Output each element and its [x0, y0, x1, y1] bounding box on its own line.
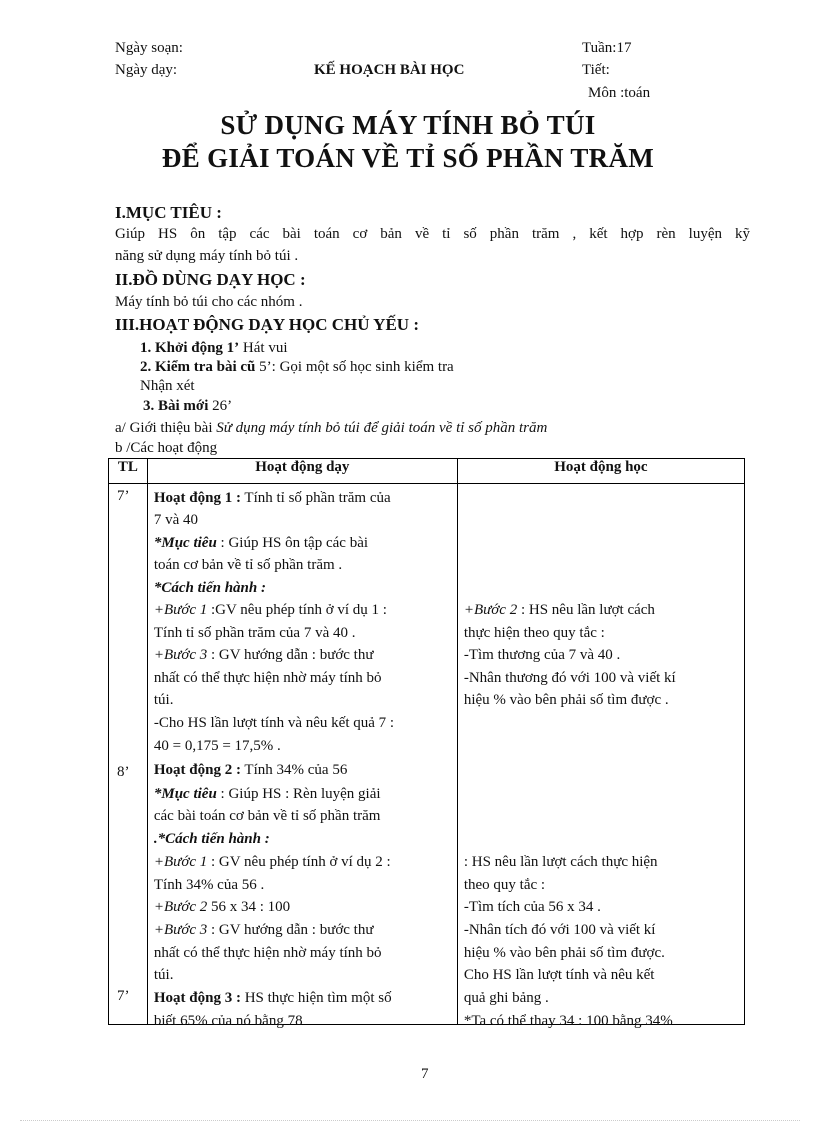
b3-label: +Bước 3: [153, 647, 208, 663]
step-kiem-tra: [140, 359, 454, 376]
hoc-nhan-thuong: -Nhân thương đó với 100 và viết kí: [463, 670, 676, 686]
hd3-text: HS thực hiện tìm một số: [240, 990, 392, 1006]
hoc-nhan-tich: -Nhân tích đó với 100 và viết kí: [463, 922, 656, 938]
hoc-tim-tich: -Tìm tích của 56 x 34 .: [463, 899, 601, 915]
step-khoi-dong-label: 1. Khởi động 1’: [140, 340, 240, 356]
step-bai-moi-text: 26’: [208, 398, 233, 414]
b3-line-3: túi.: [153, 692, 174, 708]
hoc-hs-neu: : HS nêu lần lượt cách thực hiện: [463, 854, 658, 870]
mt1-line: [154, 533, 451, 553]
hd2-label: Hoạt động 2 :: [153, 762, 241, 778]
hd2-text: Tính 34% của 56: [240, 762, 348, 778]
hoat-dong-hoc-cell: [457, 484, 744, 1029]
document-type-label: KẾ HOẠCH BÀI HỌC: [314, 62, 465, 78]
header-hoat-dong-hoc: Hoạt động học: [457, 459, 744, 484]
b1-text: :GV nêu phép tính ở ví dụ 1 :: [207, 602, 387, 618]
step-bai-moi-label: 3. Bài mới: [143, 398, 209, 414]
gioi-thieu-label: a/ Giới thiệu bài: [115, 420, 217, 436]
b21-line: [154, 852, 451, 872]
ngay-day-label: Ngày dạy:: [115, 62, 178, 78]
ngay-soan-label: Ngày soạn:: [115, 40, 183, 56]
hd1-text: Tính tỉ số phần trăm của: [240, 490, 391, 506]
hd1-line: [154, 488, 451, 508]
b21-label: +Bước 1: [153, 854, 208, 870]
mt2-text: : Giúp HS : Rèn luyện giải: [216, 786, 381, 802]
hd2-line: [154, 760, 451, 780]
b21-text: : GV nêu phép tính ở ví dụ 2 :: [207, 854, 391, 870]
hoc-b2-line: [464, 600, 738, 620]
b3-line-2: nhất có thể thực hiện nhờ máy tính bỏ: [153, 670, 382, 686]
muc-tieu-text-2: năng sử dụng máy tính bỏ túi .: [115, 248, 299, 264]
hoc-nhan-thuong-2: hiệu % vào bên phải số tìm được .: [463, 692, 669, 708]
footer-divider: [20, 1120, 800, 1121]
hoc-b2-line-2: thực hiện theo quy tắc :: [463, 625, 605, 641]
b1-line: [154, 600, 451, 620]
cth2-label: .*Cách tiến hành :: [153, 831, 270, 847]
page-number: 7: [421, 1066, 429, 1082]
tl-cell: [109, 484, 148, 1025]
cac-hoat-dong-label: b /Các hoạt động: [115, 440, 218, 456]
mt1-line-2: toán cơ bản về tỉ số phần trăm .: [153, 557, 343, 573]
nhan-xet-text: Nhận xét: [140, 378, 195, 394]
mon-label: Môn :toán: [588, 85, 651, 101]
step-khoi-dong: [140, 340, 288, 357]
hoc-tim-thuong: -Tìm thương của 7 và 40 .: [463, 647, 621, 663]
page-title-line2: ĐỂ GIẢI TOÁN VỀ TỈ SỐ PHẦN TRĂM: [161, 143, 655, 173]
step-bai-moi: [143, 398, 232, 415]
hoc-hs-neu-2: theo quy tắc :: [463, 877, 546, 893]
header-tl: TL: [109, 459, 148, 484]
cho-hs-line: -Cho HS lần lượt tính và nêu kết quả 7 :: [153, 715, 395, 731]
step-kiem-tra-label: 2. Kiểm tra bài cũ: [140, 359, 256, 375]
hoat-dong-day-cell: [147, 484, 457, 1029]
b22-text: 56 x 34 : 100: [207, 899, 291, 915]
hd3-label: Hoạt động 3 :: [153, 990, 241, 1006]
b21-line-2: Tính 34% của 56 .: [153, 877, 265, 893]
b3-line: [154, 645, 451, 665]
page-title-line1: SỬ DỤNG MÁY TÍNH BỎ TÚI: [220, 110, 596, 140]
muc-tieu-heading: I.MỤC TIÊU :: [115, 203, 222, 222]
b3-text: : GV hướng dẫn : bước thư: [207, 647, 374, 663]
b22-line: [154, 897, 451, 917]
header-hoat-dong-day: Hoạt động dạy: [147, 459, 457, 484]
lesson-plan-table: [108, 458, 745, 1029]
b1-label: +Bước 1: [153, 602, 208, 618]
b23-line-3: túi.: [153, 967, 174, 983]
hoc-ta-co-the: *Ta có thể thay 34 : 100 bằng 34%: [463, 1013, 673, 1029]
mt2-line-2: các bài toán cơ bản về tỉ số phần trăm: [153, 808, 381, 824]
table-row: [109, 484, 745, 1025]
gioi-thieu-bai: [115, 420, 547, 437]
hoc-cho-hs: Cho HS lần lượt tính và nêu kết: [463, 967, 655, 983]
hoc-b2-text: : HS nêu lần lượt cách: [517, 602, 655, 618]
hd1-line-2: 7 và 40: [153, 512, 199, 528]
step-kiem-tra-text: 5’: Gọi một số học sinh kiểm tra: [255, 359, 454, 375]
tl-value-1: 7’: [117, 488, 130, 504]
b23-line-2: nhất có thể thực hiện nhờ máy tính bỏ: [153, 945, 382, 961]
b22-label: +Bước 2: [153, 899, 208, 915]
mt2-label: *Mục tiêu: [153, 786, 217, 802]
do-dung-text: Máy tính bỏ túi cho các nhóm .: [115, 294, 303, 310]
step-khoi-dong-text: Hát vui: [239, 340, 288, 356]
gioi-thieu-title: Sử dụng máy tính bỏ túi để giải toán về tỉ số phần trăm: [216, 420, 548, 436]
do-dung-heading: II.ĐỒ DÙNG DẠY HỌC :: [115, 270, 306, 289]
mt1-label: *Mục tiêu: [153, 535, 217, 551]
tl-value-2: 8’: [117, 764, 130, 780]
tiet-label: Tiết:: [582, 62, 610, 78]
ket-qua-line: 40 = 0,175 = 17,5% .: [153, 738, 281, 754]
b1-line-2: Tính tỉ số phần trăm của 7 và 40 .: [153, 625, 356, 641]
hoc-cho-hs-2: quả ghi bảng .: [463, 990, 549, 1006]
b23-line: [154, 920, 451, 940]
hoat-dong-heading: III.HOẠT ĐỘNG DẠY HỌC CHỦ YẾU :: [115, 315, 419, 334]
mt2-line: [154, 784, 451, 804]
hoc-b2-label: +Bước 2: [463, 602, 518, 618]
mt1-text: : Giúp HS ôn tập các bài: [216, 535, 369, 551]
b23-text: : GV hướng dẫn : bước thư: [207, 922, 374, 938]
tl-value-3: 7’: [117, 988, 130, 1004]
b23-label: +Bước 3: [153, 922, 208, 938]
cth1-label: *Cách tiến hành :: [153, 580, 266, 596]
hd3-line-2: biết 65% của nó bằng 78: [153, 1013, 303, 1029]
table-header-row: [109, 459, 745, 484]
tuan-label: Tuần:17: [582, 40, 632, 56]
hd1-label: Hoạt động 1 :: [153, 490, 241, 506]
hoc-nhan-tich-2: hiệu % vào bên phải số tìm được.: [463, 945, 665, 961]
muc-tieu-text: Giúp HS ôn tập các bài toán cơ bản về tỉ số phần trăm , kết hợp rèn luyện kỹ: [115, 226, 750, 242]
hd3-line: [154, 988, 451, 1008]
